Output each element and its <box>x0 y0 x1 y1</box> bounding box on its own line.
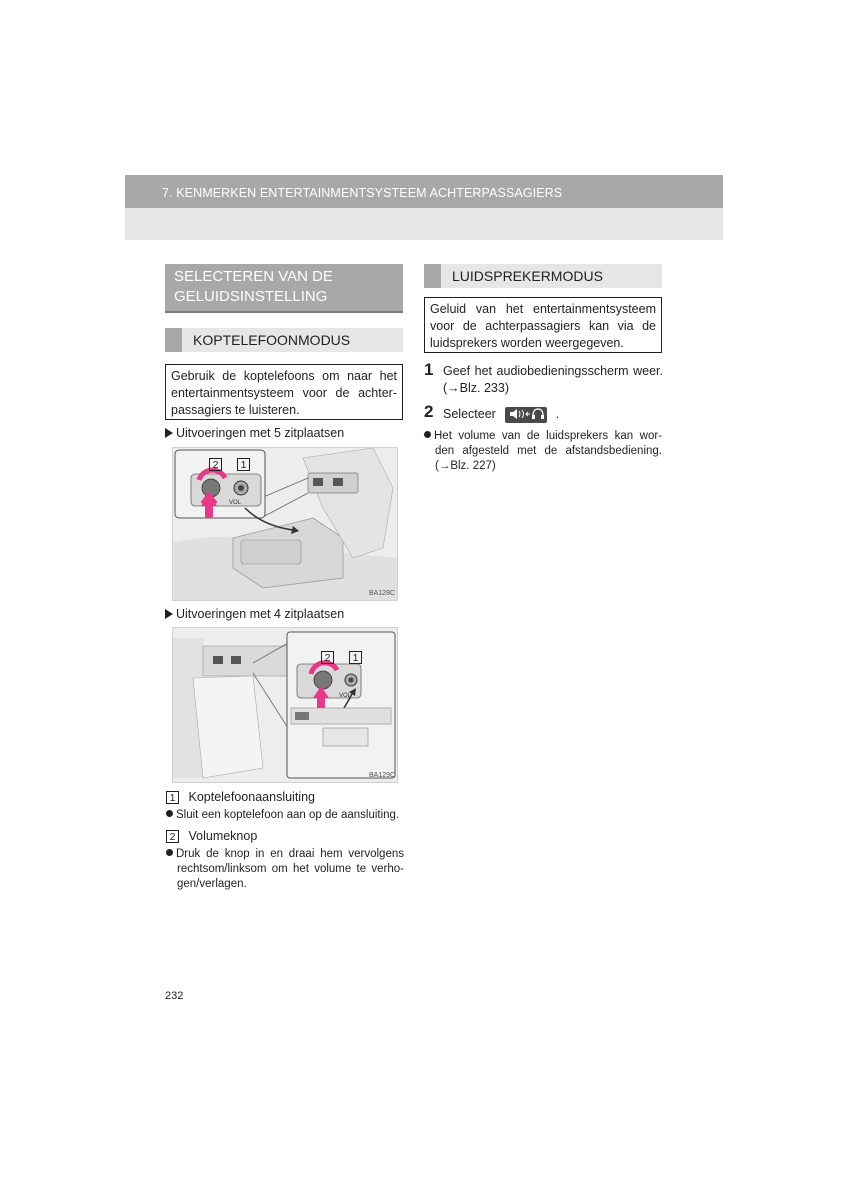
bullet-dot-icon <box>166 849 173 856</box>
intro-box-headphone <box>165 364 403 420</box>
page-number: 232 <box>165 990 184 1002</box>
subsection-tab <box>424 264 441 288</box>
callout-number: 2 <box>209 458 222 471</box>
figure-code: BA129C <box>369 772 396 779</box>
intro-box-speaker <box>424 297 662 353</box>
bullet-dot-icon <box>166 810 173 817</box>
subsection-tab <box>165 328 182 352</box>
callout-2 <box>209 456 222 474</box>
section-title-line1: SELECTEREN VAN DE <box>174 268 333 285</box>
callout-number: 1 <box>349 651 362 664</box>
item-1 <box>166 789 315 806</box>
speaker-bullet-text: Het volume van de luidsprekers kan wor- <box>434 430 662 442</box>
figure-5-seats <box>172 447 398 601</box>
triangle-bullet-icon <box>165 428 173 438</box>
subsection-headphone <box>165 328 403 352</box>
item-2-bullet <box>166 847 404 892</box>
triangle-bullet-icon <box>165 609 173 619</box>
intro-line: voor de achterpassagiers kan via de <box>430 319 656 333</box>
speaker-bullet-line <box>424 429 662 444</box>
step-2-label: Selecteer <box>443 407 496 421</box>
subsection-speaker <box>424 264 662 288</box>
variant-5-seats <box>165 425 344 442</box>
intro-line: luidsprekers worden weergegeven. <box>430 336 624 350</box>
vol-label: VOL <box>229 500 242 506</box>
intro-line: passagiers te luisteren. <box>171 403 300 417</box>
item-1-number: 1 <box>166 791 179 804</box>
step-2-text <box>443 406 559 423</box>
intro-line: Gebruik de koptelefoons om naar het <box>171 369 397 383</box>
figure-4-seats-illustration <box>173 628 398 783</box>
intro-line: Geluid van het entertainmentsysteem <box>430 302 656 316</box>
step-1-line: Geef het audiobedieningsscherm weer. <box>443 364 663 378</box>
speaker-bullet-line: (→Blz. 227) <box>435 460 496 472</box>
subsection-headphone-title: KOPTELEFOONMODUS <box>193 332 351 348</box>
speaker-bullet <box>424 429 662 474</box>
item-2-bullet-line: rechtsom/linksom om het volume te verho- <box>177 863 404 875</box>
item-2-bullet-line: gen/verlagen. <box>177 878 247 890</box>
step-1-line: (→Blz. 233) <box>443 381 509 395</box>
callout-1 <box>237 456 250 474</box>
speaker-headphone-icon <box>505 407 547 423</box>
figure-code: BA128C <box>369 590 396 597</box>
item-2-label: Volumeknop <box>188 829 258 843</box>
section-title-line2: GELUIDSINSTELLING <box>174 288 328 305</box>
variant-4-seats-label: Uitvoeringen met 4 zitplaatsen <box>176 607 345 621</box>
callout-number: 2 <box>321 651 334 664</box>
variant-5-seats-label: Uitvoeringen met 5 zitplaatsen <box>176 426 345 440</box>
step-2-period: . <box>555 407 560 421</box>
section-title <box>165 264 403 311</box>
item-2-bullet-text: Druk de knop in en draai hem vervolgens <box>176 848 404 860</box>
item-1-bullet <box>166 808 399 823</box>
callout-1 <box>349 649 362 667</box>
item-2-number: 2 <box>166 830 179 843</box>
step-1-number: 1 <box>424 360 434 379</box>
item-1-label: Koptelefoonaansluiting <box>188 790 315 804</box>
subsection-speaker-title: LUIDSPREKERMODUS <box>452 268 603 284</box>
variant-4-seats <box>165 606 344 623</box>
vol-label: VOL <box>339 693 352 699</box>
figure-4-seats <box>172 627 398 783</box>
intro-line: entertainmentsysteem voor de achter- <box>171 386 397 400</box>
callout-number: 1 <box>237 458 250 471</box>
step-2-number: 2 <box>424 402 434 421</box>
section-rule <box>165 311 403 313</box>
callout-2 <box>321 649 334 667</box>
speaker-headphone-icon-graphic <box>506 407 546 421</box>
item-2-bullet-line <box>166 847 404 862</box>
speaker-bullet-line: den afgesteld met de afstandsbediening. <box>435 445 662 457</box>
bullet-dot-icon <box>424 431 431 438</box>
item-2 <box>166 828 257 845</box>
chapter-title: 7. KENMERKEN ENTERTAINMENTSYSTEEM ACHTERPASSAGIERS <box>162 186 563 200</box>
step-1-text <box>443 363 663 397</box>
item-1-bullet-text: Sluit een koptelefoon aan op de aansluiting. <box>176 809 400 821</box>
figure-5-seats-illustration <box>173 448 398 601</box>
